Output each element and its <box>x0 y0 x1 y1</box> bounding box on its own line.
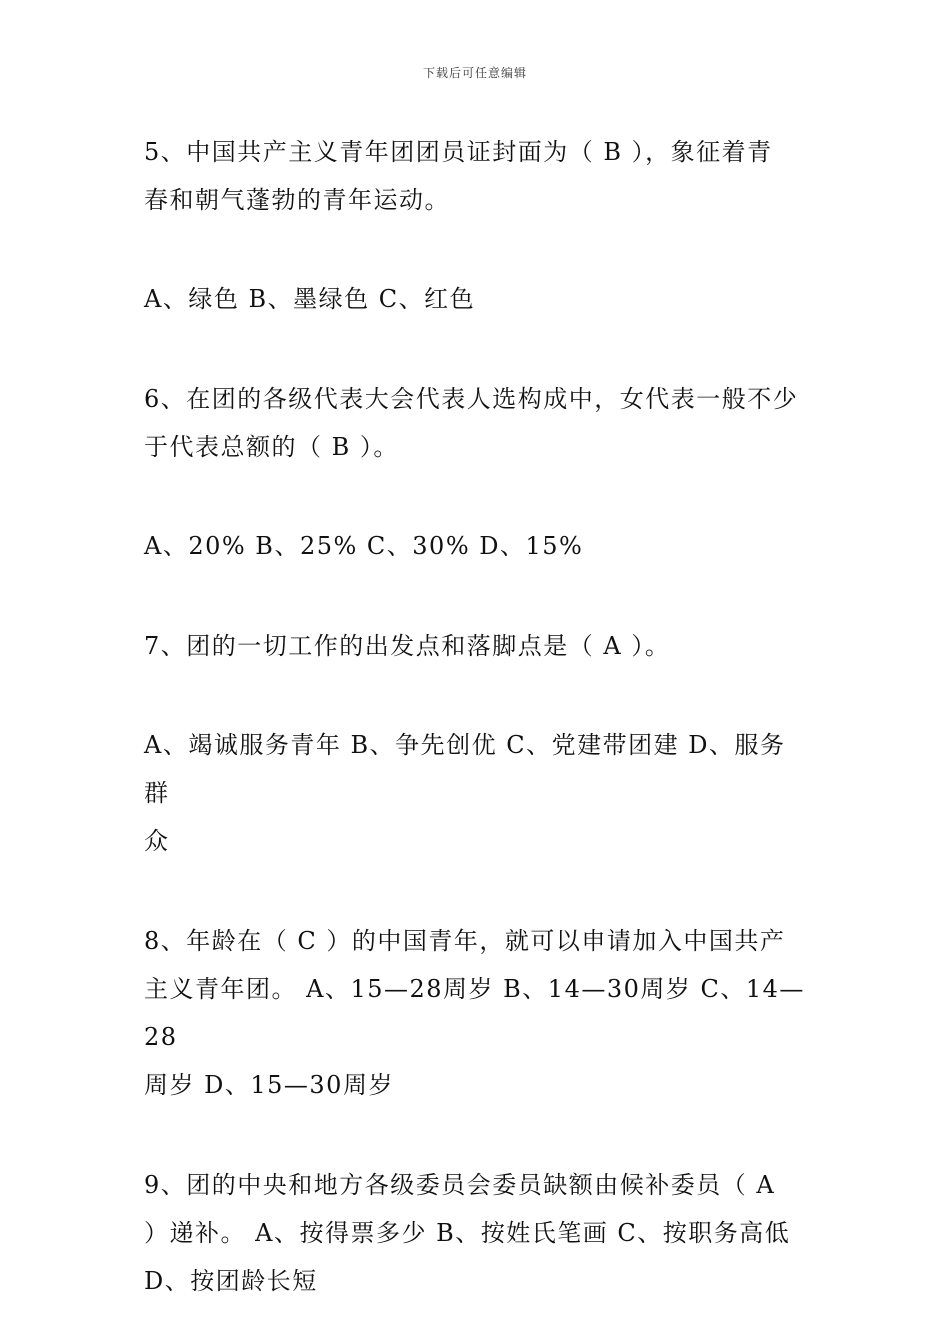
question-8 <box>144 917 808 1109</box>
question-5 <box>144 128 808 224</box>
question-8-stem-line-3: 周岁 D、15—30周岁 <box>144 1071 394 1099</box>
question-6-stem-line-2: 于代表总额的（ B ）。 <box>144 433 399 461</box>
page-header-note: 下载后可任意编辑 <box>422 66 527 80</box>
question-list <box>144 128 808 1305</box>
question-6-options-line-1: A、20% B、25% C、30% D、15% <box>144 532 584 560</box>
question-7 <box>144 622 808 670</box>
question-6-stem-line-1: 6、在团的各级代表大会代表人选构成中，女代表一般不少 <box>144 385 799 413</box>
question-5-stem-line-2: 春和朝气蓬勃的青年运动。 <box>144 186 450 214</box>
question-9 <box>144 1161 808 1305</box>
question-8-stem-line-2: 主义青年团。 A、15—28周岁 B、14—30周岁 C、14—28 <box>144 975 805 1051</box>
question-5-options <box>144 275 808 323</box>
question-7-options-line-2: 众 <box>144 827 170 855</box>
question-9-stem-line-2: ）递补。 A、按得票多少 B、按姓氏笔画 C、按职务高低 <box>144 1219 791 1247</box>
question-7-options-line-1: A、竭诚服务青年 B、争先创优 C、党建带团建 D、服务群 <box>144 731 786 807</box>
question-8-stem-line-1: 8、年龄在（ C ）的中国青年，就可以申请加入中国共产 <box>144 927 786 955</box>
question-7-stem-line-1: 7、团的一切工作的出发点和落脚点是（ A ）。 <box>144 632 671 660</box>
question-9-stem-line-1: 9、团的中央和地方各级委员会委员缺额由候补委员（ A <box>144 1171 776 1199</box>
question-6 <box>144 375 808 471</box>
question-7-options <box>144 721 808 865</box>
question-9-stem-line-3: D、按团龄长短 <box>144 1267 318 1295</box>
question-5-options-line-1: A、绿色 B、墨绿色 C、红色 <box>144 285 476 313</box>
question-6-options <box>144 522 808 570</box>
question-5-stem-line-1: 5、中国共产主义青年团团员证封面为（ B ），象征着青 <box>144 138 773 166</box>
